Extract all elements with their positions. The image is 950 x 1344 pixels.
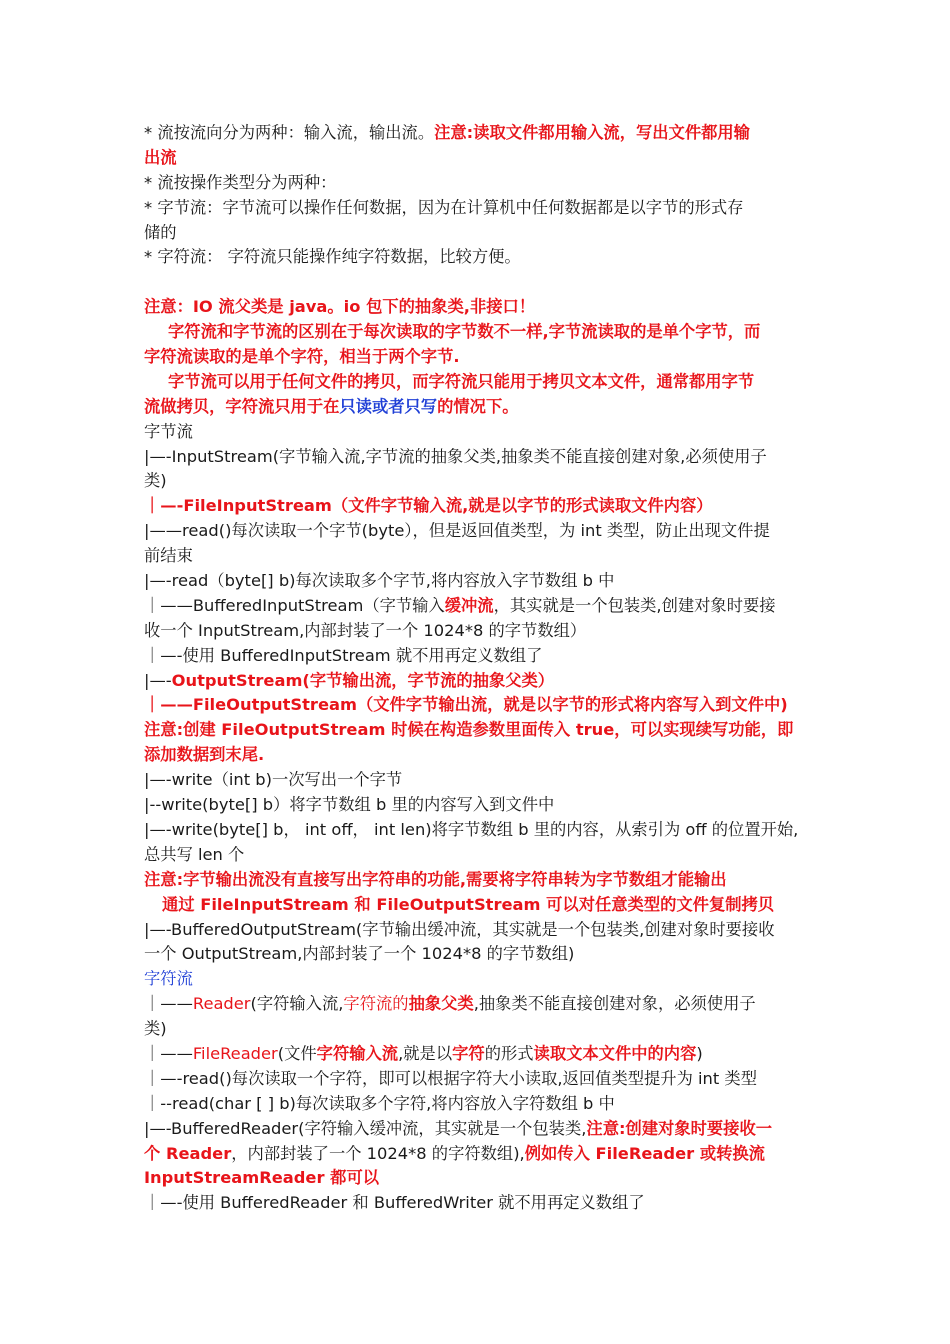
text-line: 一个 OutputStream,内部封装了一个 1024*8 的字节数组)	[144, 944, 575, 964]
text-line: 出流	[144, 147, 177, 167]
text-line: 个 Reader，内部封装了一个 1024*8 的字符数组),例如传入 FileReader 或转换流	[144, 1143, 765, 1163]
text-line: 前结束	[144, 546, 193, 566]
text-line: * 字节流：字节流可以操作任何数据，因为在计算机中任何数据都是以字节的形式存	[144, 197, 744, 217]
text-line: |—-BufferedReader(字符输入缓冲流，其实就是一个包装类,注意:创建对象时要接收一	[144, 1118, 773, 1138]
text-line: |--write(byte[] b）将字节数组 b 里的内容写入到文件中	[144, 795, 555, 815]
text-line: ｜——FileReader(文件字符输入流,就是以字符的形式读取文本文件中的内容)	[144, 1043, 703, 1063]
text-line: ｜——BufferedInputStream（字节输入缓冲流，其实就是一个包装类,创建对象时要接	[144, 595, 776, 615]
document-body	[144, 121, 809, 1216]
text-line: 类)	[144, 1019, 167, 1039]
text-line: ｜—-使用 BufferedReader 和 BufferedWriter 就不用再定义数组了	[144, 1193, 645, 1213]
text-line: |—-read（byte[] b)每次读取多个字节,将内容放入字节数组 b 中	[144, 571, 615, 591]
text-line: ｜--read(char [ ] b)每次读取多个字符,将内容放入字符数组 b 中	[144, 1093, 615, 1113]
text-line: |—-InputStream(字节输入流,字节流的抽象父类,抽象类不能直接创建对象,必须使用子	[144, 446, 767, 466]
text-line: ｜—-read()每次读取一个字符，即可以根据字符大小读取,返回值类型提升为 int 类型	[144, 1068, 757, 1088]
text-line: ｜——Reader(字符输入流,字符流的抽象父类,抽象类不能直接创建对象，必须使用子	[144, 994, 756, 1014]
section-heading-char-stream: 字符流	[144, 969, 193, 989]
note-line: 注意：IO 流父类是 java。io 包下的抽象类,非接口！	[144, 297, 536, 317]
text-line: * 字符流： 字符流只能操作纯字符数据，比较方便。	[144, 247, 521, 267]
note-line: 注意:创建 FileOutputStream 时候在构造参数里面传入 true，可以实现续写功能，即	[144, 720, 794, 740]
text-line: |—-write(byte[] b， int off， int len)将字节数组 b 里的内容，从索引为 off 的位置开始,	[144, 819, 799, 839]
note-line: ｜——FileOutputStream（文件字节输出流，就是以字节的形式将内容写入到文件中)	[144, 695, 788, 715]
highlight-note: 注意:读取文件都用输入流，写出文件都用输	[434, 123, 750, 142]
text-line: * 流按操作类型分为两种：	[144, 172, 337, 192]
note-line: 字符流和字节流的区别在于每次读取的字节数不一样,字节流读取的是单个字节，而	[168, 322, 761, 342]
text-line: |——read()每次读取一个字节(byte），但是返回值类型，为 int 类型，防止出现文件提	[144, 521, 770, 541]
text-line: |—-OutputStream(字节输出流，字节流的抽象父类）	[144, 670, 555, 690]
text-line: 类)	[144, 471, 167, 491]
text-line: 储的	[144, 222, 177, 242]
text-line: |—-write（int b)一次写出一个字节	[144, 770, 403, 790]
text-line: 收一个 InputStream,内部封装了一个 1024*8 的字节数组）	[144, 620, 587, 640]
note-line: 注意:字节输出流没有直接写出字符串的功能,需要将字符串转为字节数组才能输出	[144, 869, 727, 889]
note-line: InputStreamReader 都可以	[144, 1168, 380, 1188]
blue-highlight: 只读或者只写	[339, 396, 438, 416]
note-line: 添加数据到末尾.	[144, 745, 265, 765]
note-line: 流做拷贝，字符流只用于在只读或者只写的情况下。	[144, 396, 519, 416]
note-line: 字符流读取的是单个字符，相当于两个字节.	[144, 347, 460, 367]
note-line: ｜—-FileInputStream（文件字节输入流,就是以字节的形式读取文件内容）	[144, 496, 713, 516]
blank-line	[144, 270, 809, 295]
text-line: 总共写 len 个	[144, 844, 245, 864]
text-line: |—-BufferedOutputStream(字节输出缓冲流，其实就是一个包装类,创建对象时要接收	[144, 919, 775, 939]
section-heading-byte-stream: 字节流	[144, 421, 193, 441]
text-line: * 流按流向分为两种：输入流，输出流。注意:读取文件都用输入流，写出文件都用输	[144, 123, 750, 142]
note-line: 字节流可以用于任何文件的拷贝，而字符流只能用于拷贝文本文件，通常都用字节	[168, 371, 755, 391]
note-line: 通过 FileInputStream 和 FileOutputStream 可以对任意类型的文件复制拷贝	[162, 894, 775, 914]
text-line: ｜—-使用 BufferedInputStream 就不用再定义数组了	[144, 645, 543, 665]
